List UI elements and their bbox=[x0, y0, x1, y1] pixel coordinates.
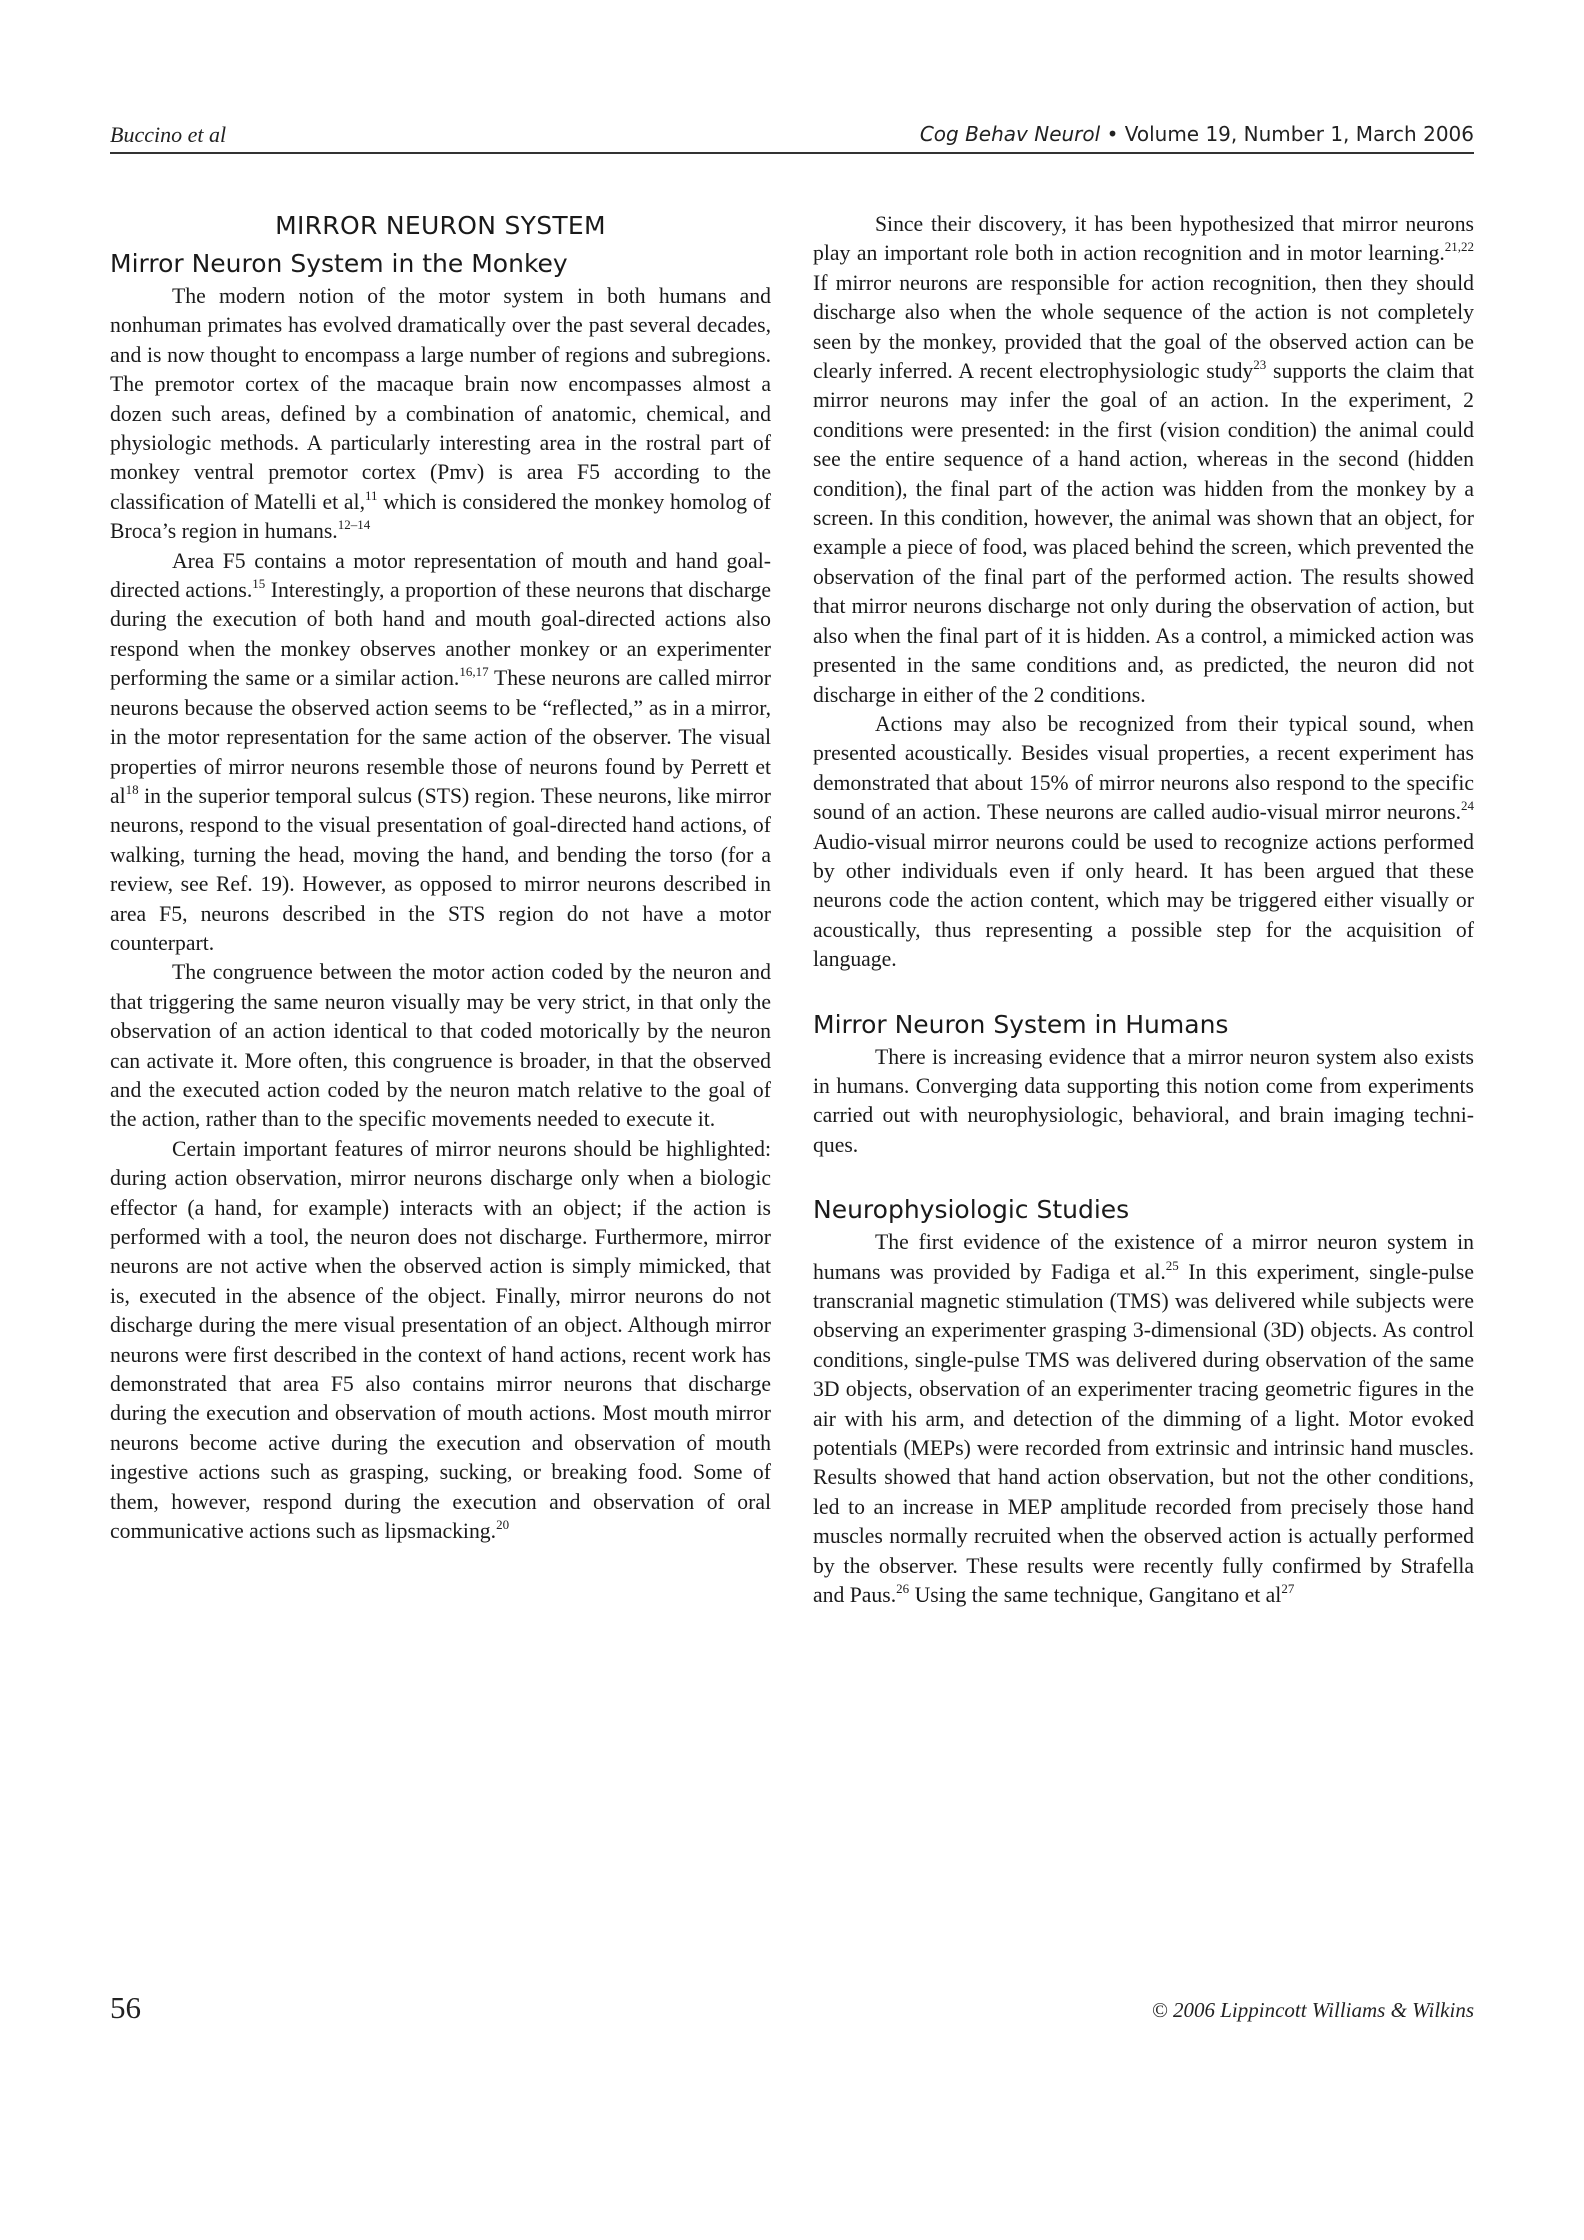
heading-neurophysiologic: Neurophysiologic Studies bbox=[813, 1195, 1130, 1225]
paragraph bbox=[813, 710, 1474, 975]
paragraph bbox=[813, 1228, 1474, 1610]
citation-superscript: 12–14 bbox=[337, 517, 371, 533]
text-run: supports the claim that mirror neurons may infer the goal of an action. In the experiment, 2 conditions were presented: in the first (vision condition) the animal could see the entire sequence of a hand action, whereas in the second (hidden condition), the final part of the action was hidden from the monkey by a screen. In this condition, however, the animal was shown that an object, for example a piece of food, was placed behind the screen, which prevented the observation of the final part of the performed action. The results showed that mirror neurons discharge not only during the observation of action, but also when the final part of it is hidden. As a control, a mimicked action was presented in the same conditions and, as predicted, the neuron did not discharge in either of the 2 conditions. bbox=[813, 359, 1474, 707]
running-head-authors: Buccino et al bbox=[110, 122, 227, 147]
paragraph bbox=[110, 1135, 771, 1547]
text-run: Interestingly, a proportion of these neurons that discharge during the execution of both hand and mouth goal-directed actions also respond when the monkey observes another monkey or an experimenter performing the same or a similar action. bbox=[110, 578, 771, 691]
right-column bbox=[813, 210, 1474, 1610]
text-run: The modern notion of the motor system in both humans and nonhuman primates has evolved dramatically over the past several decades, and is now thought to encompass a large number of regions and subregions. The premotor cortex of the macaque brain now encompasses almost a dozen such areas, defined by a combination of anatomic, chemical, and physiologic methods. A particularly interesting area in the rostral part of monkey ventral premotor cortex (Pmv) is area F5 according to the classification of Matelli et al, bbox=[110, 284, 771, 514]
page-number: 56 bbox=[110, 1990, 141, 2025]
text-run: If mirror neurons are responsible for action recognition, then they should discharge also when the whole sequence of the action is not completely seen by the monkey, provided that the goal of the observed action can be clearly inferred. A recent electrophysiologic study bbox=[813, 270, 1474, 384]
section-title: MIRROR NEURON SYSTEM bbox=[275, 211, 606, 240]
paragraph: The congruence between the motor action coded by the neuron and that triggering the same neuron visually may be very strict, in that only the observation of an action identical to that coded motorically by the neuron can activate it. More often, this congruence is broader, in that the observed and the executed action coded by the neuron match relative to the goal of the action, rather than to the specific movements needed to execute it. bbox=[110, 960, 771, 1132]
citation-superscript: 25 bbox=[1165, 1257, 1179, 1273]
text-run: Certain important features of mirror neurons should be highlighted: during action observation, mirror neurons discharge only when a biologic effector (a hand, for example) interacts with an object; if the action is performed with a tool, the neuron does not discharge. Furthermore, mirror neurons are not active when the observed action is simply mimicked, that is, executed in the absence of the object. Finally, mirror neurons do not discharge during the mere visual presentation of an object. Although mirror neurons were first described in the context of hand actions, recent work has demonstrated that area F5 also contains mirror neurons that discharge during the execution and observation of mouth actions. Most mouth mirror neurons become active during the execution and observation of mouth ingestive actions such as grasping, sucking, or breaking food. Some of them, however, respond during the execution and observation of oral communicative actions such as lipsmacking. bbox=[110, 1136, 771, 1544]
citation-superscript: 24 bbox=[1461, 798, 1474, 814]
header-rule bbox=[110, 152, 1474, 154]
text-run: Actions may also be recognized from their typical sound, when presented acoustically. Besides visual properties, a recent experiment has demonstrated that about 15% of mirror neurons also respond to the specific sound of an action. These neurons are called audio-visual mirror neurons. bbox=[813, 711, 1474, 825]
bullet-separator: • bbox=[1106, 122, 1119, 146]
text-run: in the superior temporal sulcus (STS) region. These neurons, like mirror neurons, respond to the visual presentation of goal-directed hand actions, of walking, turning the head, moving the hand, and bending the torso (for a review, see Ref. 19). However, as opposed to mirror neurons described in area F5, neurons described in the STS region do not have a motor counterpart. bbox=[110, 783, 771, 955]
citation-superscript: 23 bbox=[1253, 357, 1267, 373]
paragraph bbox=[813, 210, 1474, 710]
text-run: These neurons are called mirror neurons because the observed action seems to be “reflected,” as in a mirror, in the motor representation for the same action of the observer. The visual properties of mirror neurons resemble those of neurons found by Perrett et al bbox=[110, 666, 771, 808]
citation-superscript: 26 bbox=[896, 1581, 910, 1597]
text-run: Audio-visual mirror neurons could be used to recognize actions performed by other individuals even if only heard. It has been argued that these neurons code the action content, which may be triggered either visually or acoustically, thus representing a possible step for the acquisition of language. bbox=[813, 829, 1474, 972]
text-run: The first evidence of the existence of a mirror neuron system in humans was provided by Fadiga et al. bbox=[813, 1230, 1474, 1284]
citation-superscript: 20 bbox=[496, 1517, 510, 1533]
text-run: which is considered the monkey homolog of Broca’s region in humans. bbox=[110, 489, 771, 544]
citation-superscript: 18 bbox=[125, 781, 139, 797]
heading-monkey: Mirror Neuron System in the Monkey bbox=[110, 249, 568, 278]
heading-humans: Mirror Neuron System in Humans bbox=[813, 1009, 1229, 1039]
text-run: Since their discovery, it has been hypothesized that mirror neurons play an important role both in action recognition and in motor learning. bbox=[813, 212, 1474, 266]
citation-superscript: 15 bbox=[252, 576, 266, 592]
copyright-notice: © 2006 Lippincott Williams & Wilkins bbox=[1151, 1998, 1474, 2022]
left-column bbox=[110, 210, 771, 1546]
citation-superscript: 16,17 bbox=[459, 664, 489, 680]
paragraph bbox=[110, 282, 771, 547]
text-run: Area F5 contains a motor representation of mouth and hand goal-directed actions. bbox=[110, 548, 771, 603]
citation-superscript: 11 bbox=[365, 487, 378, 503]
running-head-journal-info bbox=[920, 122, 1474, 146]
text-run: In this experiment, single-pulse transcranial magnetic stimulation (TMS) was delivered while subjects were observing an experimenter grasping 3-dimensional (3D) objects. As control conditions, single-pulse TMS was delivered during observation of the same 3D objects, observation of an experimenter tracing geometric figures in the air with his arm, and detection of the dimming of a light. Motor evoked potentials (MEPs) were recorded from extrinsic and intrinsic hand muscles. Results showed that hand action observation, but not the other conditions, led to an increase in MEP amplitude recorded from precisely those hand muscles normally recruited when the observed action is actually performed by the observer. These results were recently fully confirmed by Strafella and Paus. bbox=[813, 1259, 1474, 1608]
citation-superscript: 21,22 bbox=[1444, 239, 1474, 255]
paragraph bbox=[110, 547, 771, 959]
issue-info: Volume 19, Number 1, March 2006 bbox=[1124, 122, 1474, 146]
paragraph: There is increasing evidence that a mirror neuron system also exists in humans. Converging data supporting this notion come from experiments carried out with neurophysiologic, behavioral, and brain imaging techniques. bbox=[813, 1044, 1474, 1157]
text-run: Using the same technique, Gangitano et al bbox=[909, 1583, 1282, 1608]
journal-name: Cog Behav Neurol bbox=[919, 122, 1101, 146]
citation-superscript: 27 bbox=[1281, 1581, 1295, 1597]
